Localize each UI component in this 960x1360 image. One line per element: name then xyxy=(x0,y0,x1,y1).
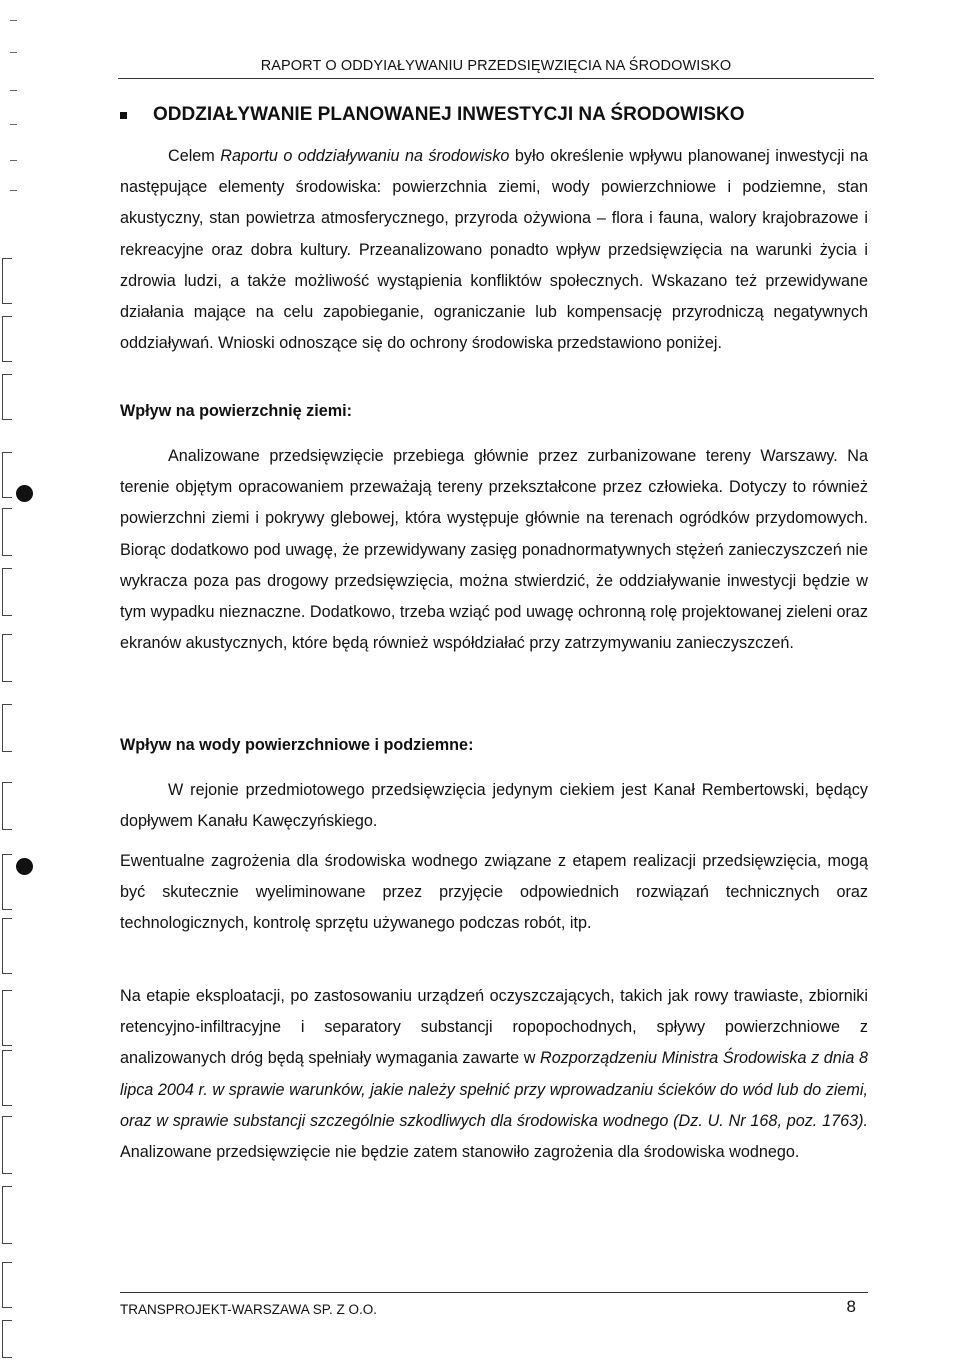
water-paragraph-3 xyxy=(120,981,868,1168)
footer-company: TRANSPROJEKT-WARSZAWA SP. Z O.O. xyxy=(120,1302,378,1317)
punch-hole-upper xyxy=(16,485,33,502)
ground-paragraph: Analizowane przedsięwzięcie przebiega głównie przez zurbanizowane tereny Warszawy. Na terenie objętym opracowaniem przeważają tereny przekształcone przez człowieka. Dotyczy to również powierzchni ziemi i pokrywy glebowej, która występuje głównie na terenach ogródków przydomowych. Biorąc dodatkowo pod uwagę, że przewidywany zasięg ponadnormatywnych stężeń zanieczyszczeń nie wykracza poza pas drogowy przedsięwzięcia, można stwierdzić, że oddziaływanie inwestycji będzie w tym wypadku nieznaczne. Dodatkowo, trzeba wziąć pod uwagę ochronną rolę projektowanej zieleni oraz ekranów akustycznych, które będą również współdziałać przy zatrzymywaniu zanieczyszczeń. xyxy=(120,447,868,653)
intro-paragraph xyxy=(120,141,868,359)
punch-hole-lower xyxy=(16,858,33,875)
water-p3-text-a: Na etapie eksploatacji, po zastosowaniu urządzeń oczyszczających, takich jak rowy trawiaste, zbiorniki retencyjno-infiltracyjne i separatory substancji ropopochodnych, spływy powierzchniowe z analizowanych dróg będą spełniały wymagania zawarte w xyxy=(120,987,868,1068)
ground-heading: Wpływ na powierzchnię ziemi: xyxy=(120,402,353,420)
header-rule xyxy=(118,78,874,79)
water-heading: Wpływ na wody powierzchniowe i podziemne: xyxy=(120,736,474,754)
intro-text-b: było określenie wpływu planowanej inwestycji na następujące elementy środowiska: powierzchnia ziemi, wody powierzchniowe i podziemne, stan akustyczny, stan powietrza atmosferycznego, przyroda ożywiona – flora i fauna, walory krajobrazowe i rekreacyjne oraz dobra kultury. Przeanalizowano ponadto wpływ przedsięwzięcia na warunki życia i zdrowia ludzi, a także możliwość wystąpienia konfliktów społecznych. Wskazano też przewidywane działania mające na celu zapobieganie, ograniczanie lub kompensację przyrodniczą negatywnych oddziaływań. Wnioski odnoszące się do ochrony środowiska przedstawiono poniżej. xyxy=(120,147,868,353)
water-paragraph-2: Ewentualne zagrożenia dla środowiska wodnego związane z etapem realizacji przedsięwzięcia, mogą być skutecznie wyeliminowane przez przyjęcie odpowiednich rozwiązań technicznych oraz technologicznych, kontrolę sprzętu używanego podczas robót, itp. xyxy=(120,852,868,933)
page-number: 8 xyxy=(846,1297,856,1316)
section-title-text: ODDZIAŁYWANIE PLANOWANEJ INWESTYCJI NA ŚRODOWISKO xyxy=(153,104,745,125)
regulation-citation: Rozporządzeniu Ministra Środowiska z dnia 8 lipca 2004 r. w sprawie warunków, jakie należy spełnić przy wprowadzaniu ścieków do wód lub do ziemi, oraz w sprawie substancji szczególnie szkodliwych dla środowiska wodnego (Dz. U. Nr 168, poz. 1763). xyxy=(120,1049,868,1130)
square-bullet-icon xyxy=(120,112,127,119)
footer-rule xyxy=(120,1292,868,1293)
intro-text-a: Celem xyxy=(168,147,221,165)
water-paragraph-1: W rejonie przedmiotowego przedsięwzięcia jedynym ciekiem jest Kanał Rembertowski, będący dopływem Kanału Kawęczyńskiego. xyxy=(120,781,868,831)
section-title xyxy=(120,104,745,126)
running-header: RAPORT O ODDYIAŁYWANIU PRZEDSIĘWZIĘCIA NA ŚRODOWISKO xyxy=(260,58,732,74)
water-p3-text-b: Analizowane przedsięwzięcie nie będzie zatem stanowiło zagrożenia dla środowiska wodnego. xyxy=(120,1143,800,1162)
intro-text-italic: Raportu o oddziaływaniu na środowisko xyxy=(220,147,510,165)
